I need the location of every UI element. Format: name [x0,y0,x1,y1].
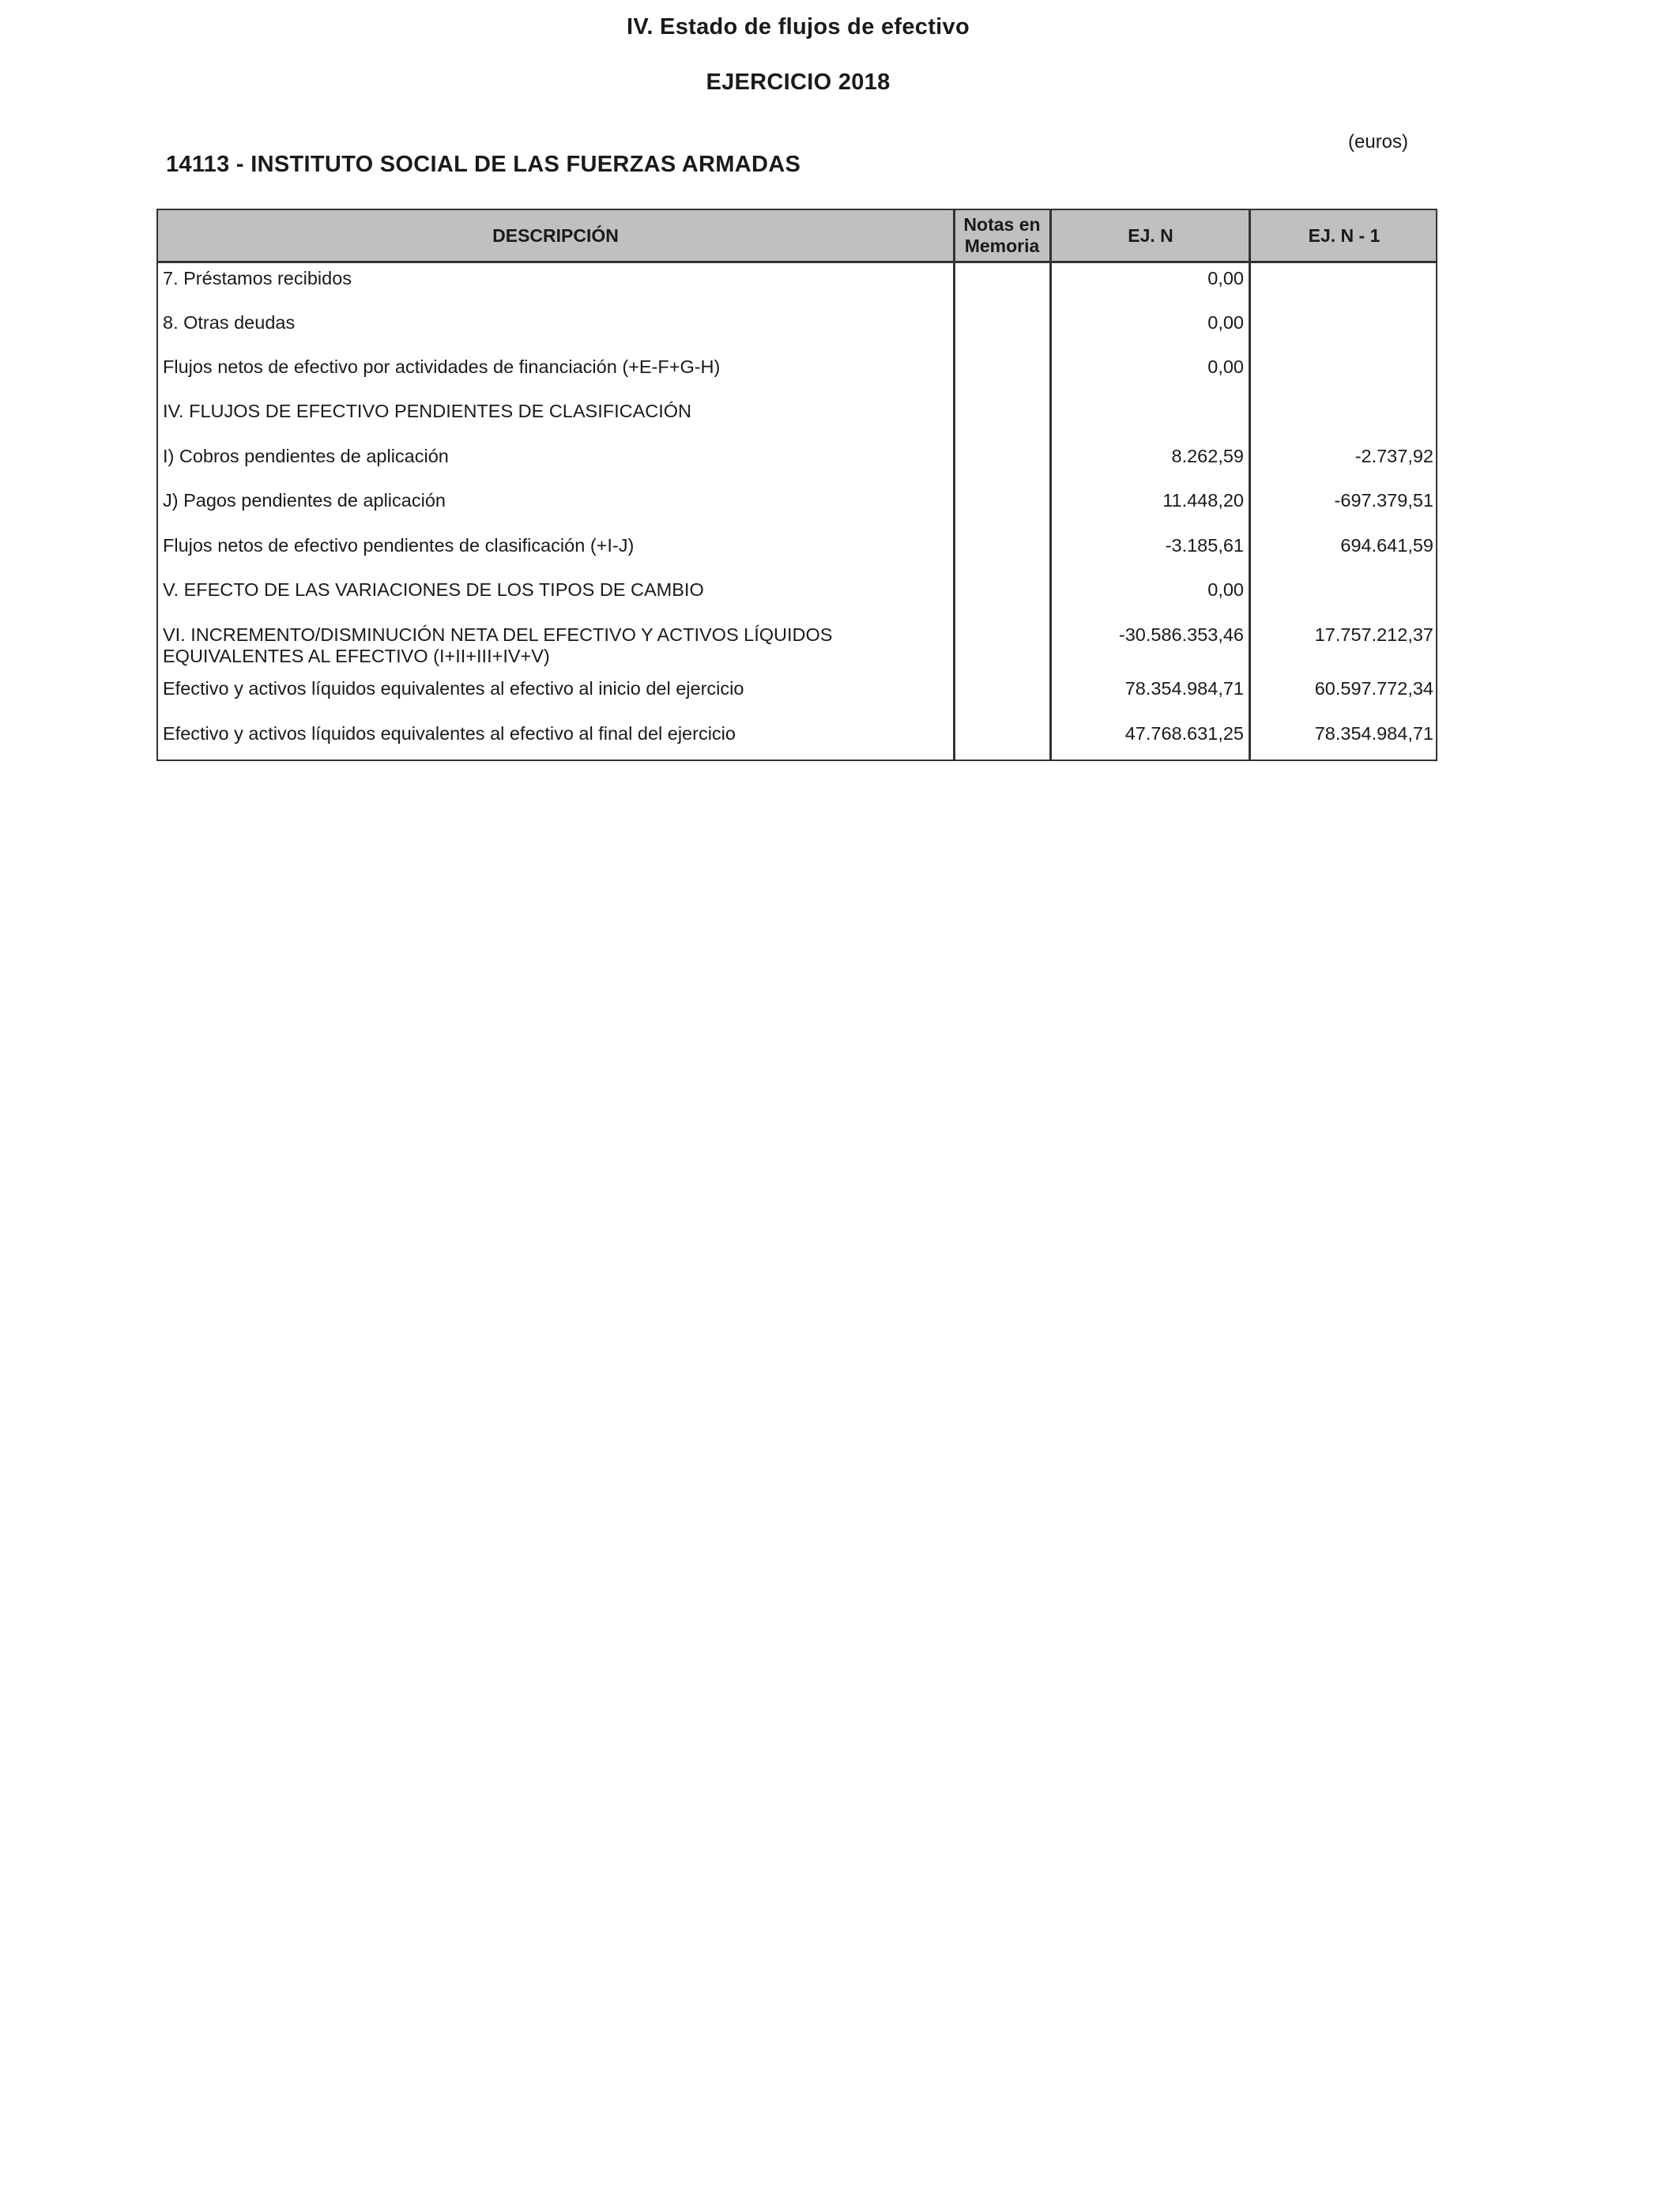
row-value-ej-n: 0,00 [1207,579,1244,600]
row-value-ej-n: 0,00 [1207,356,1244,377]
row-description: Flujos netos de efectivo pendientes de clasificación (+I-J) [163,535,635,556]
cash-flow-table [156,209,1437,761]
row-description: VI. INCREMENTO/DISMINUCIÓN NETA DEL EFECTIVO Y ACTIVOS LÍQUIDOS EQUIVALENTES AL EFECTIVO (I+II+III+IV+V) [163,624,833,666]
page-title: IV. Estado de flujos de efectivo [627,14,970,40]
currency-unit: (euros) [1348,131,1409,153]
row-value-ej-n1: 78.354.984,71 [1314,723,1433,744]
column-header-notes-label: Notas en Memoria [963,214,1041,256]
row-description: J) Pagos pendientes de aplicación [163,490,446,511]
row-description: Efectivo y activos líquidos equivalentes al efectivo al inicio del ejercicio [163,678,744,699]
row-value-ej-n1: -2.737,92 [1354,446,1433,466]
row-value-ej-n: 47.768.631,25 [1124,723,1244,744]
column-divider [1049,210,1052,760]
row-value-ej-n: 8.262,59 [1171,446,1244,466]
row-value-ej-n: -3.185,61 [1165,535,1244,556]
row-description: 8. Otras deudas [163,312,296,333]
column-divider [953,210,955,760]
column-header-ej-n1: EJ. N - 1 [1308,224,1381,246]
row-value-ej-n: -30.586.353,46 [1118,624,1244,645]
row-value-ej-n1: 60.597.772,34 [1314,678,1433,699]
row-value-ej-n: 0,00 [1207,268,1244,288]
row-value-ej-n1: -697.379,51 [1334,490,1433,511]
exercise-year: EJERCICIO 2018 [706,70,891,95]
entity-name: 14113 - INSTITUTO SOCIAL DE LAS FUERZAS ARMADAS [166,152,801,177]
row-value-ej-n: 0,00 [1207,312,1244,333]
row-description: IV. FLUJOS DE EFECTIVO PENDIENTES DE CLASIFICACIÓN [163,401,692,421]
row-description: I) Cobros pendientes de aplicación [163,446,449,466]
row-value-ej-n1: 694.641,59 [1340,535,1433,556]
row-value-ej-n1: 17.757.212,37 [1314,624,1433,645]
column-header-description: DESCRIPCIÓN [492,224,619,246]
row-description: Flujos netos de efectivo por actividades de financiación (+E-F+G-H) [163,356,721,377]
column-header-ej-n: EJ. N [1128,224,1173,246]
row-description: Efectivo y activos líquidos equivalentes al efectivo al final del ejercicio [163,723,736,744]
column-header-notes [955,210,1049,261]
row-value-ej-n: 78.354.984,71 [1124,678,1244,699]
table-header [158,210,1436,263]
row-description: 7. Préstamos recibidos [163,268,352,288]
column-divider [1249,210,1251,760]
row-description: V. EFECTO DE LAS VARIACIONES DE LOS TIPOS DE CAMBIO [163,579,704,600]
row-value-ej-n: 11.448,20 [1162,490,1244,511]
